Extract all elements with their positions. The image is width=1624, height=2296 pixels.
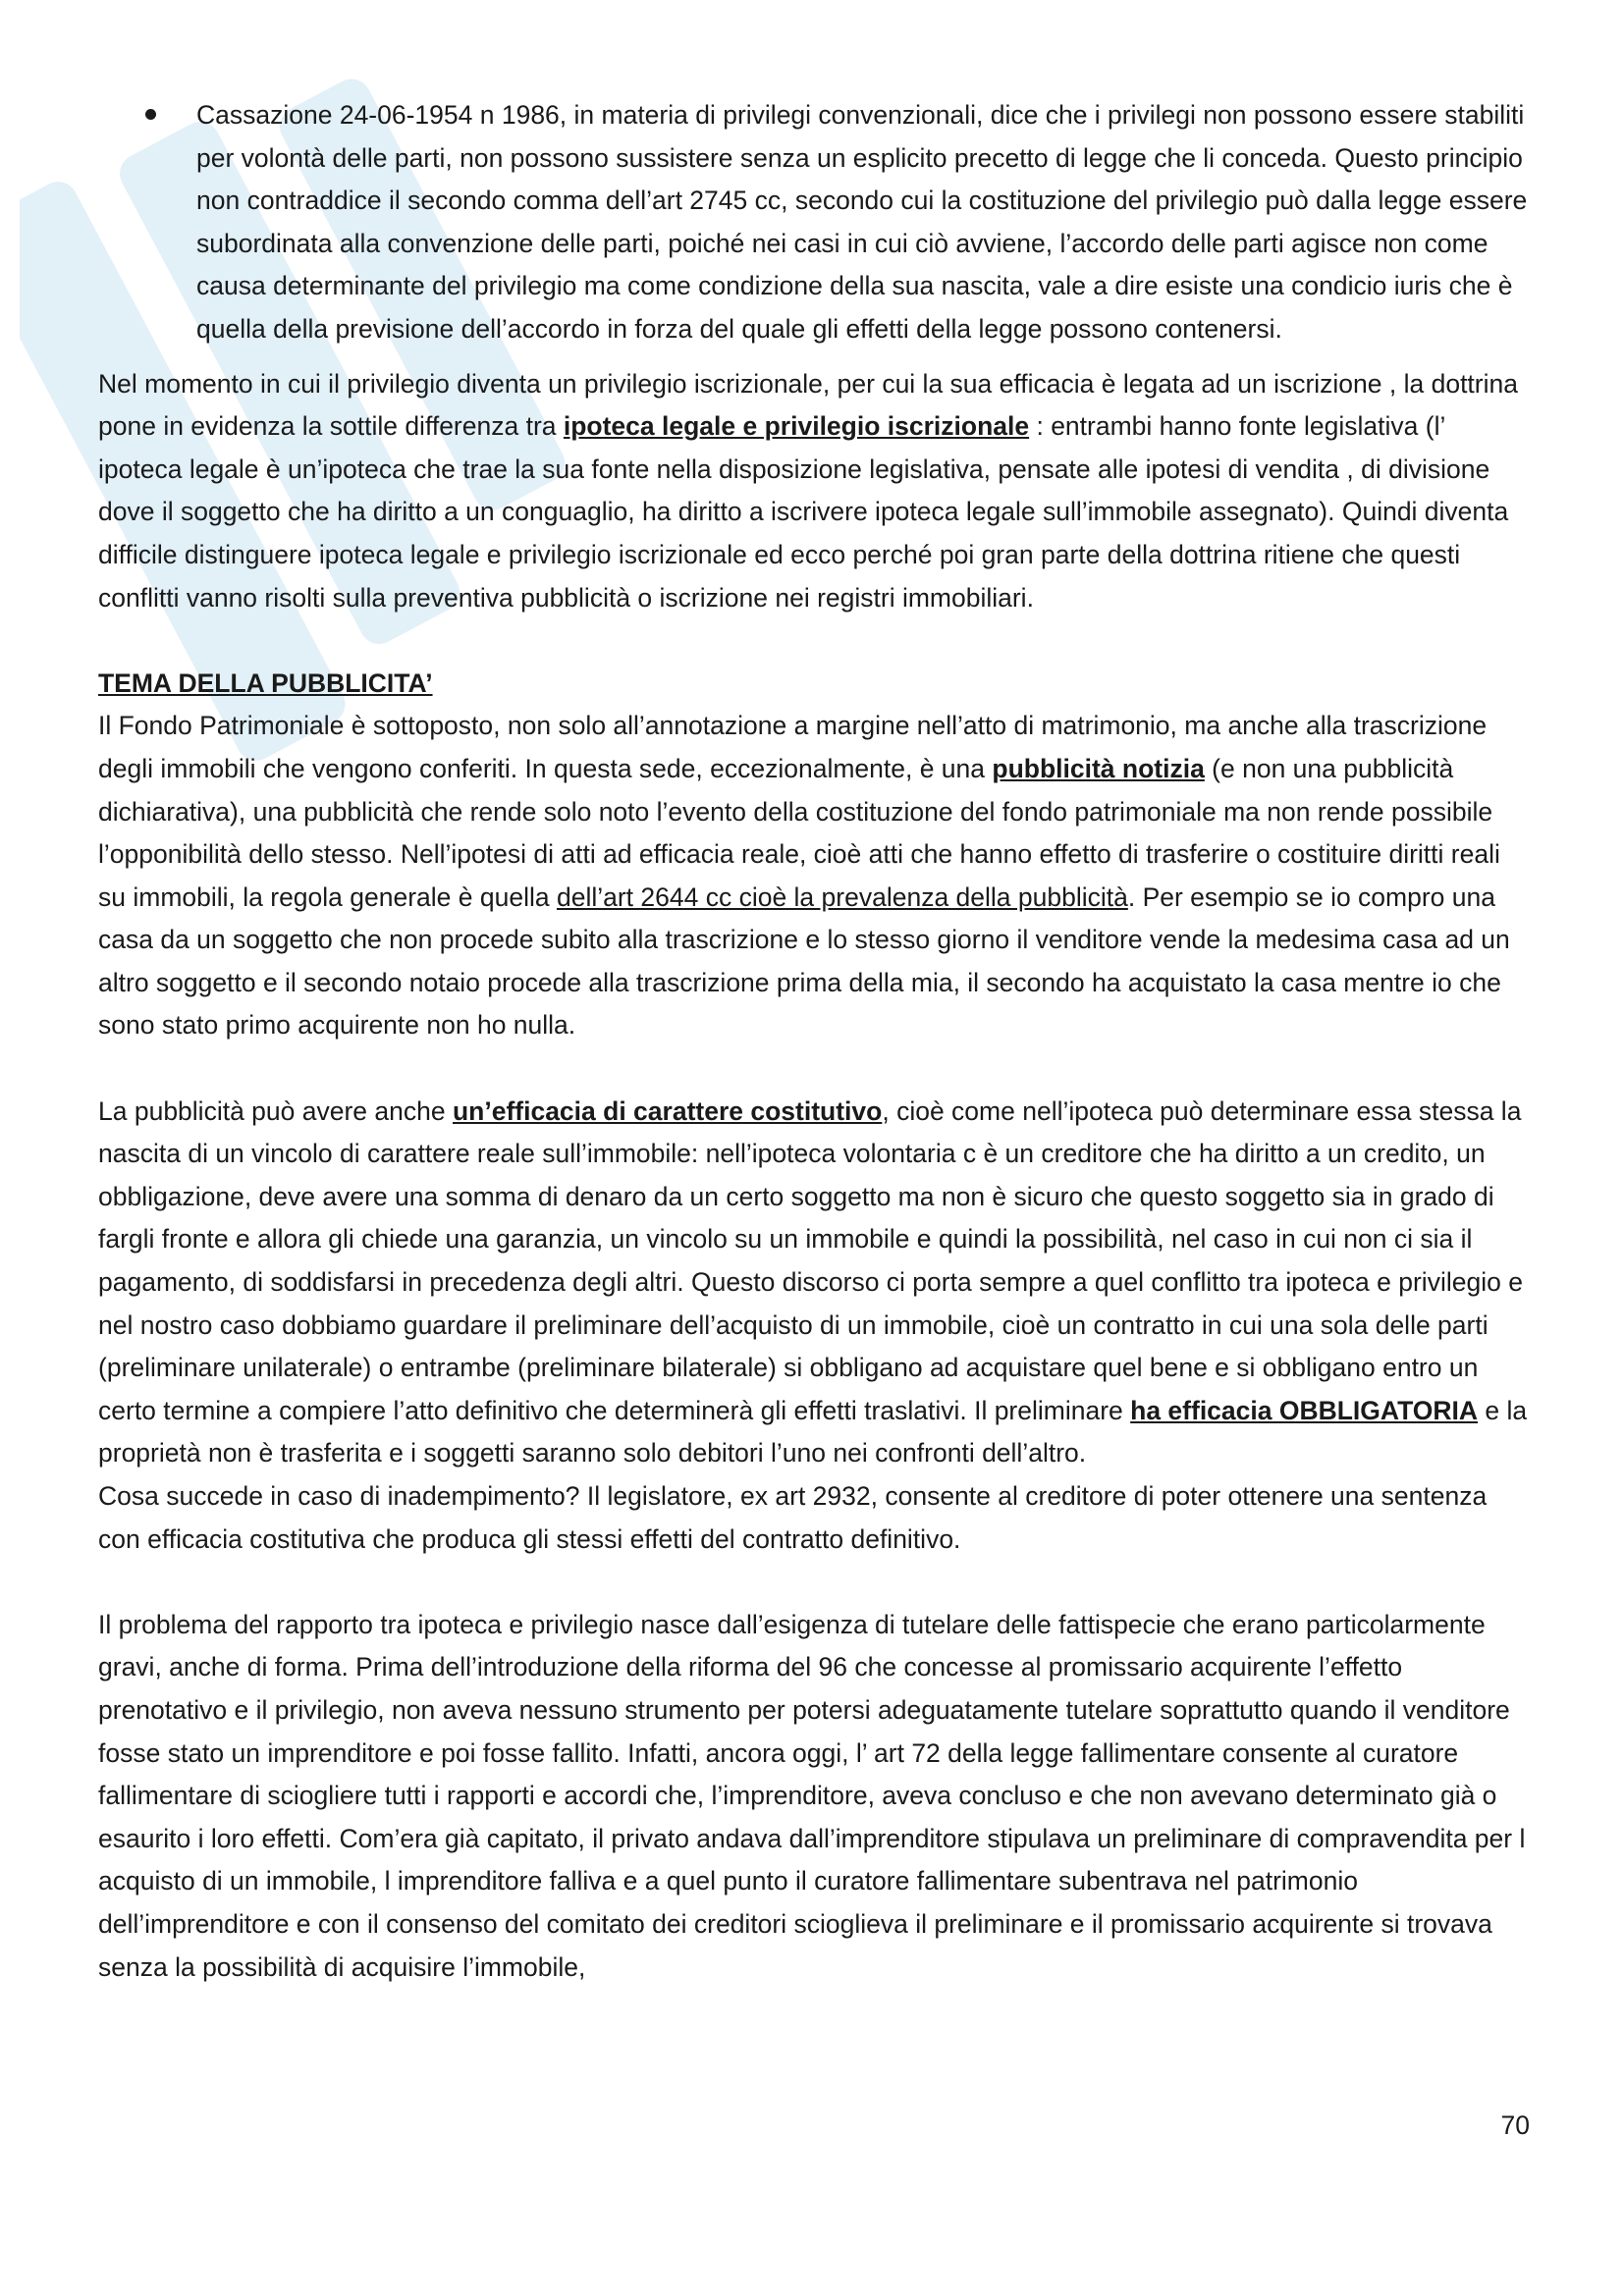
document-body bbox=[98, 94, 1532, 1989]
page-number: 70 bbox=[1500, 2110, 1530, 2140]
section-heading: TEMA DELLA PUBBLICITA’ bbox=[98, 667, 433, 698]
paragraph-inadempimento: Cosa succede in caso di inadempimento? Il legislatore, ex art 2932, consente al creditore di poter ottenere una sentenza con efficacia costitutiva che produca gli stessi effetti del contratto definitivo. bbox=[98, 1481, 1488, 1554]
emphasis-art-2644: dell’art 2644 cc cioè la prevalenza della pubblicità bbox=[556, 881, 1128, 912]
emphasis-ipoteca-legale: ipoteca legale e privilegio iscrizionale bbox=[563, 411, 1030, 442]
emphasis-pubblicita-notizia: pubblicità notizia bbox=[992, 753, 1205, 783]
bullet-icon bbox=[145, 109, 156, 120]
bullet-text: Cassazione 24-06-1954 n 1986, in materia di privilegi convenzionali, dice che i privilegi non possono essere stabiliti per volontà delle parti, non possono sussistere senza un esplicito precetto di legge che li conceda. Questo principio non contraddice il secondo comma dell’art 2745 cc, secondo cui la costituzione del privilegio può dalla legge essere subordinata alla convenzione delle parti, poiché nei casi in cui ciò avviene, l’accordo delle parti agisce non come causa determinante del privilegio ma come condizione della sua nascita, vale a dire esiste una condicio iuris che è quella della previsione dell’accordo in forza del quale gli effetti della legge possono contenersi. bbox=[196, 100, 1528, 344]
paragraph-rapporto-ipoteca: Il problema del rapporto tra ipoteca e privilegio nasce dall’esigenza di tutelare delle fattispecie che erano particolarmente gravi, anche di forma. Prima dell’introduzione della riforma del 96 che concesse al promissario acquirente l’effetto prenotativo e il privilegio, non aveva nessuno strumento per potersi adeguatamente tutelare soprattutto quando il venditore fosse stato un imprenditore e poi fosse fallito. Infatti, ancora oggi, l’ art 72 della legge fallimentare consente al curatore fallimentare di sciogliere tutti i rapporti e accordi che, l’imprenditore, aveva concluso e che non avevano determinato già o esaurito i loro effetti. Com’era già capitato, il privato andava dall’imprenditore stipulava un preliminare di compravendita per l acquisto di un immobile, l imprenditore falliva e a quel punto il curatore fallimentare subentrava nel patrimonio dell’imprenditore e con il consenso del comitato dei creditori scioglieva il preliminare e il promissario acquirente si trovava senza la possibilità di acquisire l’immobile, bbox=[98, 1609, 1526, 1982]
emphasis-efficacia-costitutiva: un’efficacia di carattere costitutivo bbox=[452, 1095, 883, 1126]
bullet-item bbox=[98, 94, 1532, 351]
emphasis-efficacia-obbligatoria: ha efficacia OBBLIGATORIA bbox=[1130, 1395, 1479, 1425]
paragraph-efficacia-costitutiva: La pubblicità può avere anche un’efficacia di carattere costitutivo, cioè come nell’ipoteca può determinare essa stessa la nascita di un vincolo di carattere reale sull’immobile: nell’ipoteca volontaria c è un creditore che ha diritto a un credito, un obbligazione, deve avere una somma di denaro da un certo soggetto ma non è sicuro che questo soggetto sia in grado di fargli fronte e allora gli chiede una garanzia, un vincolo su un immobile e quindi la possibilità, nel caso in cui non ci sia il pagamento, di soddisfarsi in precedenza degli altri. Questo discorso ci porta sempre a quel conflitto tra ipoteca e privilegio e nel nostro caso dobbiamo guardare il preliminare dell’acquisto di un immobile, cioè un contratto in cui una sola delle parti (preliminare unilaterale) o entrambe (preliminare bilaterale) si obbligano ad acquistare quel bene e si obbligano entro un certo termine a compiere l’atto definitivo che determinerà gli effetti traslativi. Il preliminare ha efficacia OBBLIGATORIA e la proprietà non è trasferita e i soggetti saranno solo debitori l’uno nei confronti dell’altro. bbox=[98, 1095, 1528, 1468]
paragraph-fondo-patrimoniale: Il Fondo Patrimoniale è sottoposto, non solo all’annotazione a margine nell’atto di matrimonio, ma anche alla trascrizione degli immobili che vengono conferiti. In questa sede, eccezionalmente, è una pubblicità notizia (e non una pubblicità dichiarativa), una pubblicità che rende solo noto l’evento della costituzione del fondo patrimoniale ma non rende possibile l’opponibilità dello stesso. Nell’ipotesi di atti ad efficacia reale, cioè atti che hanno effetto di trasferire o costituire diritti reali su immobili, la regola generale è quella dell’art 2644 cc cioè la prevalenza della pubblicità. Per esempio se io compro una casa da un soggetto che non procede subito alla trascrizione e lo stesso giorno il venditore vende la medesima casa ad un altro soggetto e il secondo notaio procede alla trascrizione prima della mia, il secondo ha acquistato la casa mentre io che sono stato primo acquirente non ho nulla. bbox=[98, 711, 1510, 1041]
paragraph-ipoteca-privilegio: Nel momento in cui il privilegio diventa un privilegio iscrizionale, per cui la sua efficacia è legata ad un iscrizione , la dottrina pone in evidenza la sottile differenza tra ipoteca legale e privilegio iscrizionale : entrambi hanno fonte legislativa (l’ ipoteca legale è un’ipoteca che trae la sua fonte nella disposizione legislativa, pensate alle ipotesi di vendita , di divisione dove il soggetto che ha diritto a un conguaglio, ha diritto a iscrivere ipoteca legale sull’immobile assegnato). Quindi diventa difficile distinguere ipoteca legale e privilegio iscrizionale ed ecco perché poi gran parte della dottrina ritiene che questi conflitti vanno risolti sulla preventiva pubblicità o iscrizione nei registri immobiliari. bbox=[98, 368, 1518, 613]
